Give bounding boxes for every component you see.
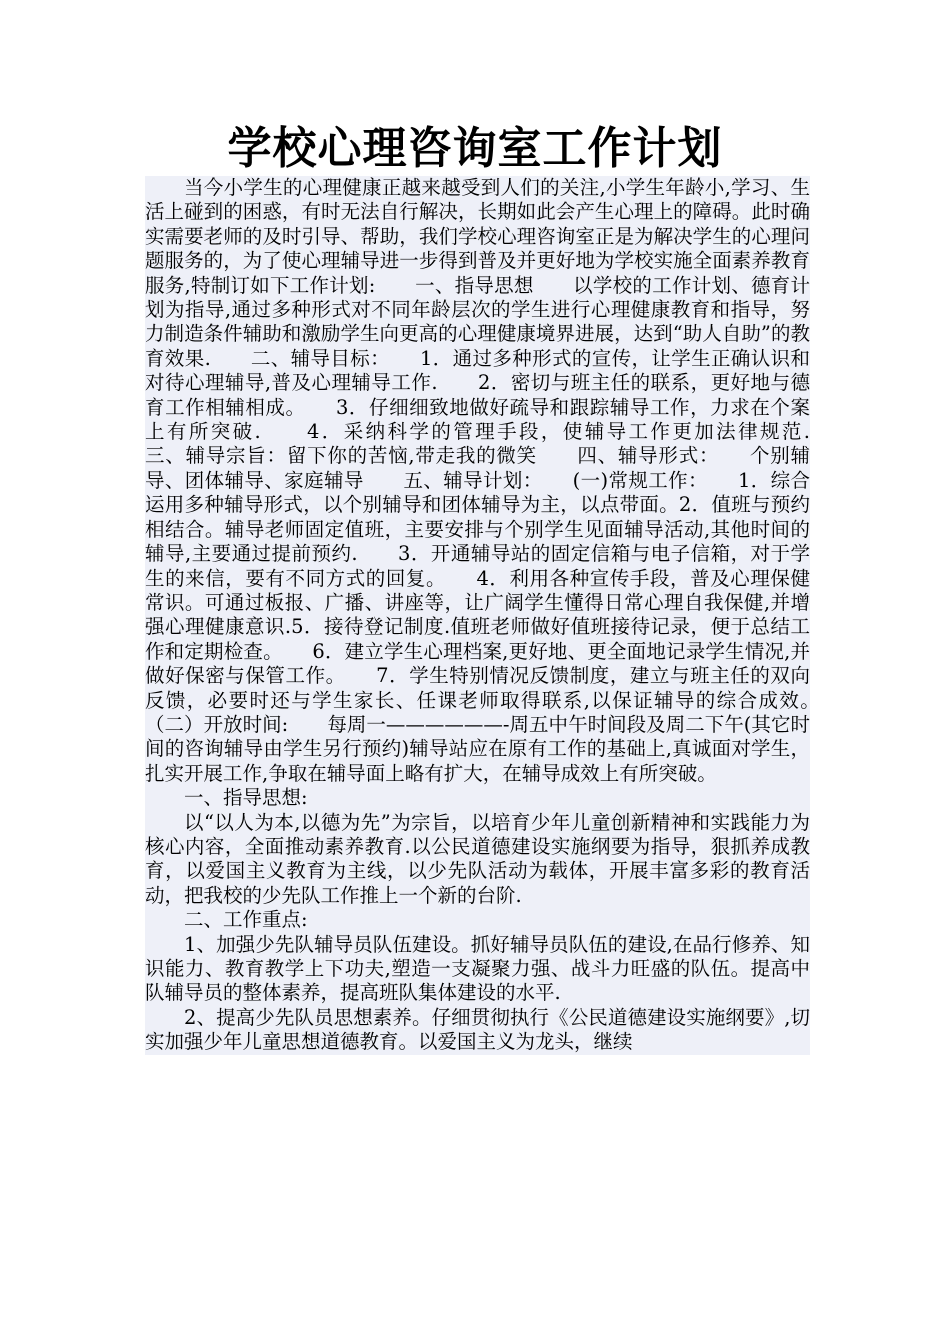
paragraph-work-focus-1: 1、加强少先队辅导员队伍建设。抓好辅导员队伍的建设,在品行修养、知识能力、教育教学上下功夫,塑造一支凝聚力强、战斗力旺盛的队伍。提高中队辅导员的整体素养，提高班队集体建设的水平. bbox=[145, 932, 810, 1005]
document-body bbox=[145, 176, 850, 1055]
paragraph-intro: 当今小学生的心理健康正越来越受到人们的关注,小学生年龄小,学习、生活上碰到的困惑，有时无法自行解决，长期如此会产生心理上的障碍。此时确实需要老师的及时引导、帮助，我们学校心理咨询室正是为解决学生的心理问题服务的，为了使心理辅导进一步得到普及并更好地为学校实施全面素养教育服务,特制订如下工作计划: 一、指导思想 以学校的工作计划、德育计划为指导,通过多种形式对不同年龄层次的学生进行心理健康教育和指导，努力制造条件辅助和激励学生向更高的心理健康境界进展，达到“助人自助”的教育效果. 二、辅导目标： 1．通过多种形式的宣传，让学生正确认识和对待心理辅导,普及心理辅导工作. 2．密切与班主任的联系，更好地与德育工作相辅相成。 3．仔细细致地做好疏导和跟踪辅导工作，力求在个案上有所突破. 4．采纳科学的管理手段，使辅导工作更加法律规范. 三、辅导宗旨：留下你的苦恼,带走我的微笑 四、辅导形式： 个别辅导、团体辅导、家庭辅导 五、辅导计划： (一)常规工作： 1．综合运用多种辅导形式，以个别辅导和团体辅导为主，以点带面。2．值班与预约相结合。辅导老师固定值班，主要安排与个别学生见面辅导活动,其他时间的辅导,主要通过提前预约. 3．开通辅导站的固定信箱与电子信箱，对于学生的来信，要有不同方式的回复。 4．利用各种宣传手段，普及心理保健常识。可通过板报、广播、讲座等，让广阔学生懂得日常心理自我保健,并增强心理健康意识.5．接待登记制度.值班老师做好值班接待记录，便于总结工作和定期检查。 6．建立学生心理档案,更好地、更全面地记录学生情况,并做好保密与保管工作。 7．学生特别情况反馈制度，建立与班主任的双向反馈，必要时还与学生家长、任课老师取得联系,以保证辅导的综合成效。 （二）开放时间: 每周一——————-周五中午时间段及周二下午(其它时间的咨询辅导由学生另行预约)辅导站应在原有工作的基础上,真诚面对学生，扎实开展工作,争取在辅导面上略有扩大，在辅导成效上有所突破。 bbox=[145, 176, 850, 785]
paragraph-heading-guiding-thought: 一、指导思想: bbox=[145, 786, 810, 810]
paragraph-work-focus-2: 2、提高少先队员思想素养。仔细贯彻执行《公民道德建设实施纲要》,切实加强少年儿童思想道德教育。以爱国主义为龙头，继续 bbox=[145, 1005, 810, 1054]
paragraph-guiding-thought: 以“以人为本,以德为先”为宗旨，以培育少年儿童创新精神和实践能力为核心内容，全面推动素养教育.以公民道德建设实施纲要为指导，狠抓养成教育，以爱国主义教育为主线，以少先队活动为载体，开展丰富多彩的教育活动，把我校的少先队工作推上一个新的台阶. bbox=[145, 810, 810, 907]
document-title: 学校心理咨询室工作计划 bbox=[227, 123, 723, 174]
paragraph-heading-work-focus: 二、工作重点: bbox=[145, 908, 810, 932]
